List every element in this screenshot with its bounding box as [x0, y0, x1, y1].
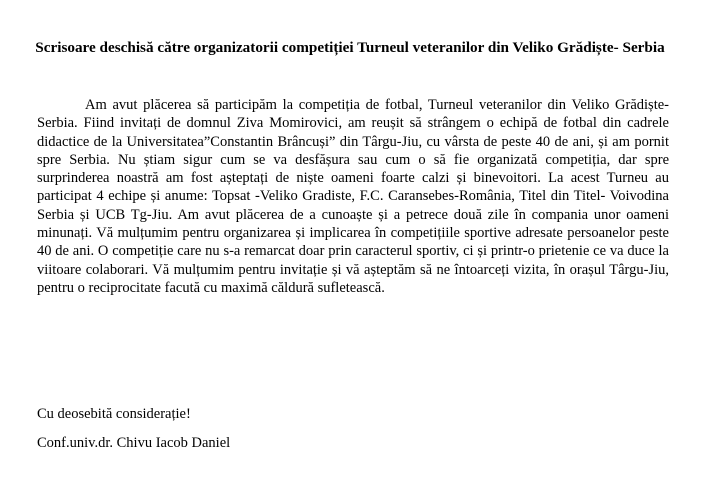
- letter-signature: Conf.univ.dr. Chivu Iacob Daniel: [37, 435, 231, 451]
- letter-title: Scrisoare deschisă către organizatorii competiției Turneul veteranilor din Veliko Grădiște- Serbia: [35, 39, 665, 56]
- letter-body: Am avut plăcerea să participăm la competiția de fotbal, Turneul veteranilor din Veliko Grădiște- Serbia. Fiind invitați de domnul Ziva Momirovici, am reușit să strângem o echipă de fotbal din cadrele didactice de la Universitatea”Constantin Brâncuși” din Târgu-Jiu, cu vârsta de peste 40 de ani, și am pornit spre Serbia. Nu știam sigur cum se va desfășura sau cum o să fie organizată competiția, dar spre surprinderea noastră am fost așteptați de niște oameni foarte calzi și binevoitori. La acest Turneu au participat 4 echipe și anume: Topsat -Veliko Gradiste, F.C. Caransebes-România, Titel din Titel- Voivodina Serbia și UCB Tg-Jiu. Am avut plăcerea de a cunoaște și a petrece două zile în compania unor oameni minunați. Vă mulțumim pentru organizarea și implicarea în competițiile sportive adresate persoanelor peste 40 de ani. O competiție care nu s-a remarcat doar prin caracterul sportiv, ci și printr-o prietenie ce va duce la viitoare colaborari. Vă mulțumim pentru invitație și vă așteptăm să ne întoarceți vizita, în orașul Târgu-Jiu, pentru o reciprocitate facută cu maximă căldură sufletească.: [37, 97, 669, 296]
- letter-closing: Cu deosebită considerație!: [37, 406, 191, 422]
